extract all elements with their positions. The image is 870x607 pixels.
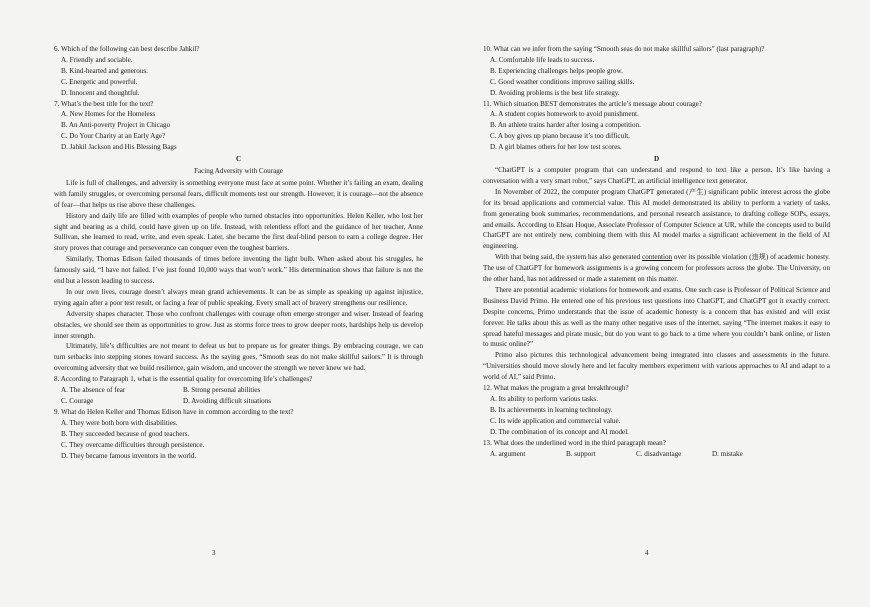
question-12-option-a[interactable]: A. Its ability to perform various tasks. — [490, 395, 598, 403]
section-d-paragraph-4: There are potential academic violations for homework and exams. One such case is Professor of Political Science and Business David Primo. He entered one of his previous test questions into ChatGPT, and ChatGPT got it exactly correct. Despite concerns, Primo understands that the issue of academic honesty is a concern that has existed and will exist forever. He talks about this as well as the many other negative uses of the internet, saying “The internet makes it easy to spread hateful messages and pirate music, but do you want to go back to a time where you couldn’t bank online, or listen to music online?” — [483, 285, 830, 349]
right-page — [435, 0, 870, 607]
question-12-option-d[interactable]: D. The combination of its concept and AI model. — [490, 427, 629, 436]
section-c-letter: C — [235, 155, 242, 164]
question-11-option-a[interactable]: A. A student copies homework to avoid punishment. — [490, 110, 639, 119]
question-9-option-c[interactable]: C. They overcame difficulties through persistence. — [61, 440, 205, 449]
question-13-stem: 13. What does the underlined word in the third paragraph mean? — [483, 438, 666, 447]
section-c-paragraph-3: Similarly, Thomas Edison failed thousands of times before inventing the light bulb. When asked about his struggles, he famously said, “I have not failed. I’ve just found 10,000 ways that won’t work.” His determination shows that failure is not the end but a lesson leading to success. — [54, 255, 423, 286]
section-d-paragraph-1: “ChatGPT is a computer program that can understand and respond to text like a person. It’s like having a conversation with a very smart robot,” says ChatGPT, an artificial intelligence text generator. — [483, 165, 830, 185]
question-13-option-a[interactable]: A. argument — [490, 449, 526, 458]
section-d-letter: D — [653, 155, 660, 164]
section-c-paragraph-2: History and daily life are filled with examples of people who turned obstacles into opportunities. Helen Keller, who lost her sight and hearing as a child, could have given up on life. Instead, with relentless effort and the guidance of her teacher, Anne Sullivan, she learned to read, write, and even speak. Later, she became the first deaf-blind person to earn a college degree. Her story proves that courage and perseverance can conquer even the toughest barriers. — [54, 211, 423, 253]
question-8-option-d[interactable]: D. Avoiding difficult situations — [183, 397, 272, 405]
section-c-title: Facing Adversity with Courage — [194, 166, 283, 175]
section-d-paragraph-2: In November of 2022, the computer program ChatGPT generated (产生) significant public interest across the globe for its broad applications and commercial value. This AI model demonstrated its ability to perform a variety of tasks, from generating book summaries, recommendations, and personal research assistance, to drafting college SOPs, essays, and emails. According to Ehsan Hoque, Associate Professor of Computer Science at UR, while the concepts used to build ChatGPT are not entirely new, combining them with this AI model marks a significant achievement in the field of AI engineering. — [483, 187, 830, 251]
question-13-option-b[interactable]: B. support — [566, 449, 596, 458]
question-11-option-b[interactable]: B. An athlete trains harder after losing a competition. — [490, 121, 641, 130]
question-8-option-b[interactable]: B. Strong personal abilities — [183, 386, 261, 395]
section-c-paragraph-5: Adversity shapes character. Those who confront challenges with courage often emerge stronger and wiser. Instead of fearing obstacles, we should see them as opportunities to grow. Just as storms force trees to grow deeper roots, hardships help us develop inner strength. — [54, 309, 423, 340]
page-number: 4 — [645, 549, 649, 558]
paragraph-3-text-before: With that being said, the system has also generated — [495, 253, 643, 262]
question-7-option-c[interactable]: C. Do Your Charity at an Early Age? — [61, 132, 166, 141]
question-11-stem: 11. Which situation BEST demonstrates the article’s message about courage? — [483, 99, 702, 108]
question-8-option-a[interactable]: A. The absence of fear — [61, 386, 126, 395]
question-10-option-a[interactable]: A. Comfortable life leads to success. — [490, 55, 595, 64]
question-12-stem: 12. What makes the program a great breakthrough? — [483, 384, 629, 393]
question-13-options-row — [490, 449, 830, 460]
question-9-option-d[interactable]: D. They became famous inventors in the world. — [61, 451, 197, 460]
page-number: 3 — [212, 549, 216, 558]
question-6-option-a[interactable]: A. Friendly and sociable. — [61, 55, 133, 64]
question-6-option-d[interactable]: D. Innocent and thoughtful. — [61, 88, 140, 97]
question-6-stem: 6. Which of the following can best describe Jahkil? — [54, 45, 200, 53]
section-c-paragraph-4: In our own lives, courage doesn’t always mean grand achievements. It can be as simple as speaking up against injustice, trying again after a poor test result, or facing a fear of public speaking. Every small act of bravery strengthens our resilience. — [54, 287, 423, 307]
question-8-options-row-2 — [61, 396, 423, 407]
question-8-option-c[interactable]: C. Courage — [61, 397, 94, 405]
question-9-option-a[interactable]: A. They were both born with disabilities. — [61, 418, 178, 427]
question-7-option-b[interactable]: B. An Anti-poverty Project in Chicago — [61, 121, 171, 130]
question-6-option-c[interactable]: C. Energetic and powerful. — [61, 77, 138, 86]
question-6-option-b[interactable]: B. Kind-hearted and generous. — [61, 66, 148, 75]
question-10-option-c[interactable]: C. Good weather conditions improve sailing skills. — [490, 77, 635, 86]
question-13-option-c[interactable]: C. disadvantage — [636, 449, 682, 458]
underlined-word-contention: contention — [642, 253, 673, 262]
question-12-option-b[interactable]: B. Its achievements in learning technology. — [490, 405, 613, 414]
paragraph-3-text-after: over its possible violation (违规) of academic honesty. The use of ChatGPT for homework assignments is a growing concern for professors across the globe. The University, on the other hand, has not addressed or made a statement on this matter. — [483, 253, 831, 284]
question-8-options-row-1 — [61, 385, 423, 396]
question-10-stem: 10. What can we infer from the saying “Smooth seas do not make skillful sailors” (last paragraph)? — [483, 45, 765, 53]
section-c-paragraph-6: Ultimately, life’s difficulties are not meant to defeat us but to prepare us for greater things. By embracing courage, we can turn setbacks into stepping stones toward success. As the saying goes, “Smooth seas do not make skillful sailors.” It is through overcoming adversity that we build resilience, gain wisdom, and uncover the strength we never knew we had. — [54, 342, 423, 373]
question-11-option-c[interactable]: C. A boy gives up piano because it’s too difficult. — [490, 132, 630, 141]
question-9-stem: 9. What do Helen Keller and Thomas Edison have in common according to the text? — [54, 407, 294, 416]
question-7-stem: 7. What’s the best title for the text? — [54, 99, 154, 108]
question-9-option-b[interactable]: B. They succeeded because of good teachers. — [61, 429, 190, 438]
question-10-option-d[interactable]: D. Avoiding problems is the best life strategy. — [490, 88, 620, 97]
question-8-stem: 8. According to Paragraph 1, what is the essential quality for overcoming life’s challenges? — [54, 375, 313, 384]
question-7-option-d[interactable]: D. Jahkil Jackson and His Blessing Bags — [61, 143, 177, 152]
question-10-option-b[interactable]: B. Experiencing challenges helps people grow. — [490, 66, 623, 75]
question-12-option-c[interactable]: C. Its wide application and commercial value. — [490, 416, 621, 425]
section-c-paragraph-1: Life is full of challenges, and adversity is something everyone must face at some point. Whether it’s failing an exam, dealing with family struggles, or overcoming personal fears, difficult moments test our strength. However, it is courage—not the absence of fear—that helps us rise above these challenges. — [54, 178, 423, 209]
question-13-option-d[interactable]: D. mistake — [712, 449, 743, 458]
question-11-option-d[interactable]: D. A girl blames others for her low test scores. — [490, 143, 622, 152]
section-d-paragraph-3 — [483, 252, 830, 285]
question-7-option-a[interactable]: A. New Homes for the Homeless — [61, 110, 156, 119]
section-d-paragraph-5: Primo also pictures this technological advancement being integrated into classes and assessments in the future. “Universities should move slowly here and let faculty members experiment with various approaches to AI and adapt to a world of AI,” said Primo. — [483, 351, 830, 382]
